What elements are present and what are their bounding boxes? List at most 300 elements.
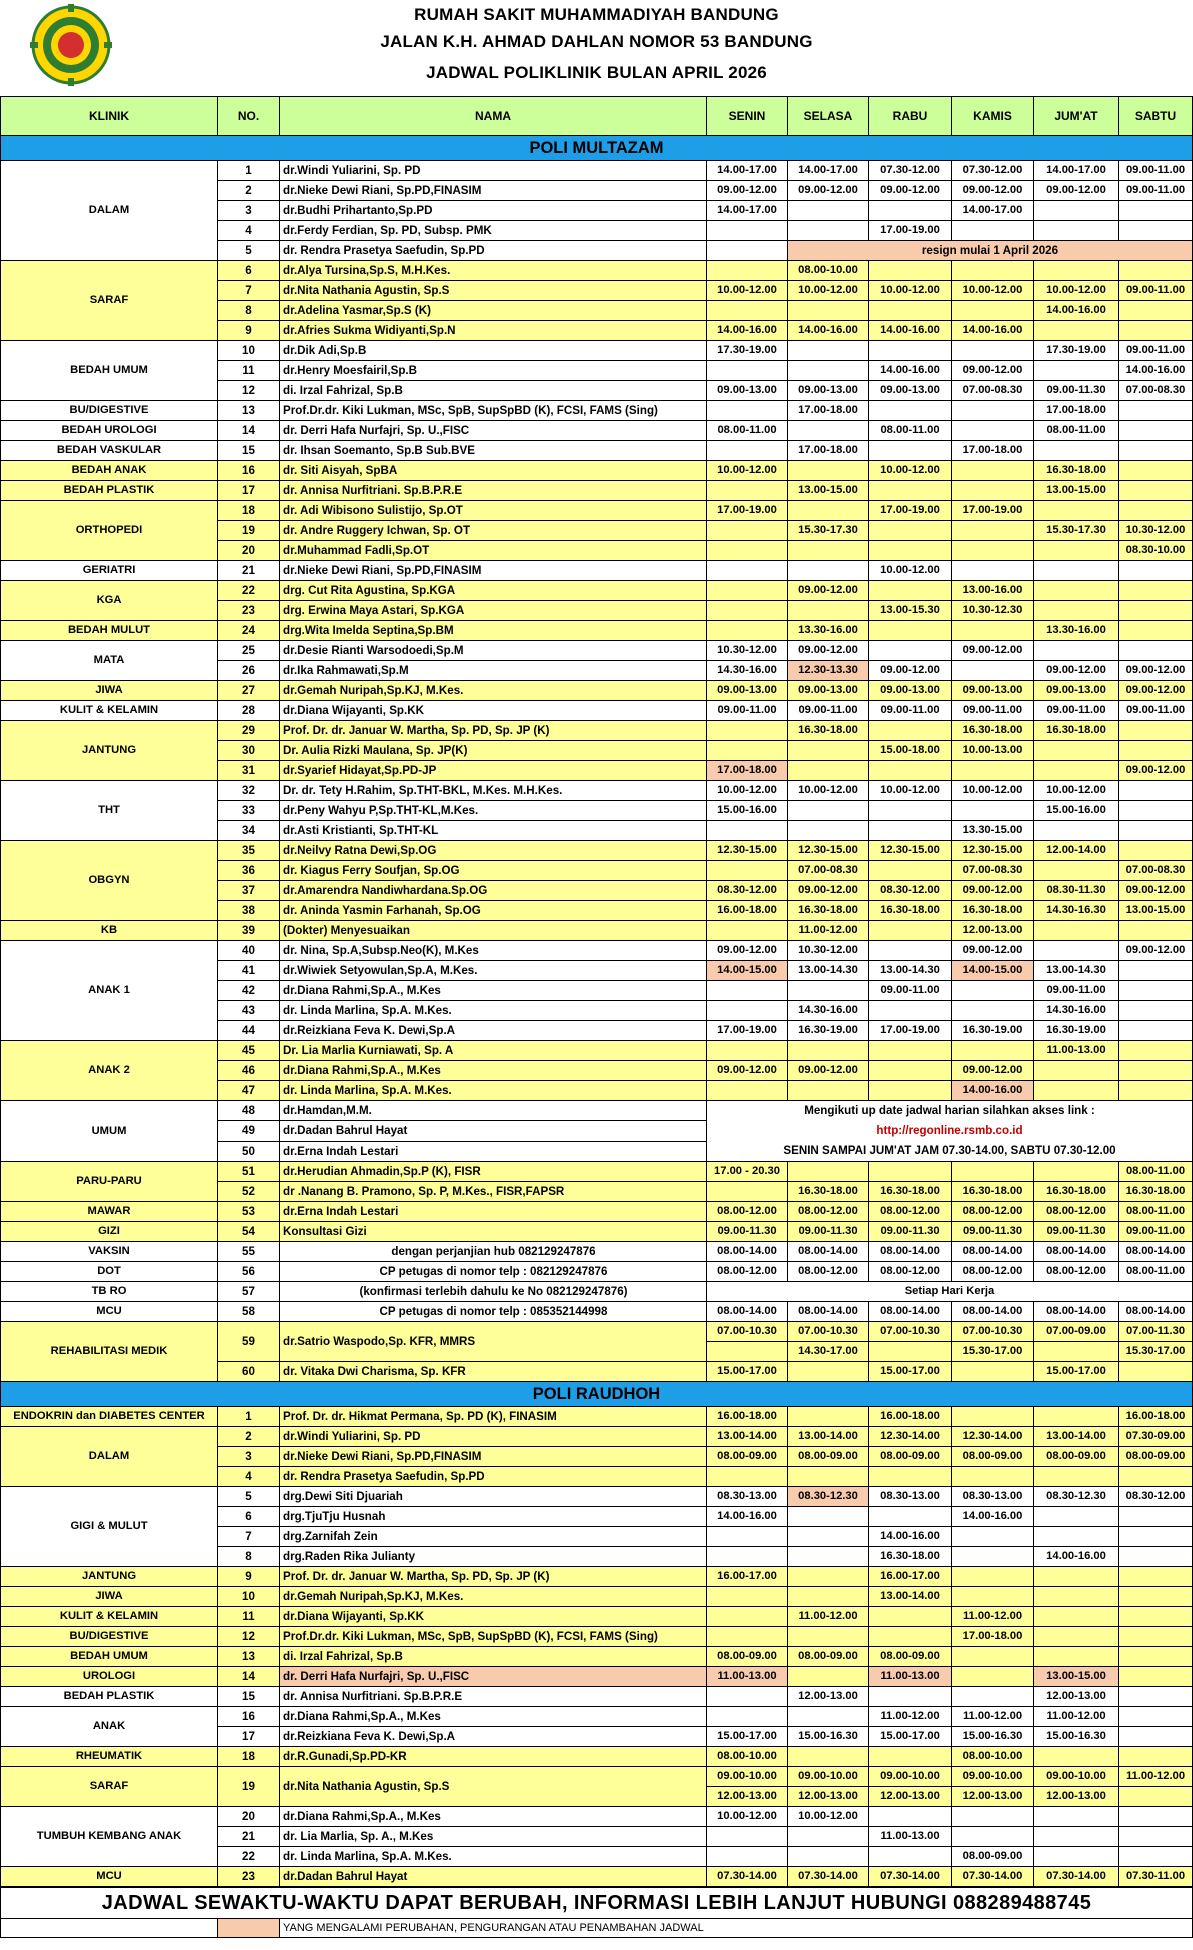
row-number: 21 [218, 1827, 280, 1847]
time-slot [707, 221, 788, 241]
column-header: SELASA [788, 97, 869, 136]
row-number: 3 [218, 201, 280, 221]
klinik-cell: KGA [1, 581, 218, 621]
time-slot: 14.00-17.00 [1034, 161, 1119, 181]
klinik-cell: ANAK [1, 1707, 218, 1747]
doctor-name: dr.Diana Rahmi,Sp.A., M.Kes [280, 1807, 707, 1827]
time-slot [707, 621, 788, 641]
time-slot [707, 1827, 788, 1847]
row-number: 29 [218, 721, 280, 741]
time-slot: 16.30-18.00 [952, 901, 1034, 921]
time-slot: 14.00-16.00 [707, 1507, 788, 1527]
time-slot: 08.00-12.00 [1034, 1202, 1119, 1222]
row-number: 10 [218, 1587, 280, 1607]
time-slot: 08.00-11.00 [707, 421, 788, 441]
time-slot: 09.00-12.00 [869, 661, 952, 681]
time-slot [1034, 1162, 1119, 1182]
doctor-name: dr.Diana Wijayanti, Sp.KK [280, 1607, 707, 1627]
time-slot: 09.00-12.00 [788, 1061, 869, 1081]
doctor-name: dr. Derri Hafa Nurfajri, Sp. U.,FISC [280, 421, 707, 441]
time-slot: 13.30-16.00 [1034, 621, 1119, 641]
doctor-row [1, 441, 1193, 461]
row-number: 16 [218, 461, 280, 481]
klinik-cell: DOT [1, 1262, 218, 1282]
time-slot: 11.00-13.00 [869, 1667, 952, 1687]
time-slot [869, 1847, 952, 1867]
time-slot: 11.00-12.00 [788, 1607, 869, 1627]
klinik-cell: DALAM [1, 1427, 218, 1487]
column-header: NAMA [280, 97, 707, 136]
doctor-name: dr.Erna Indah Lestari [280, 1141, 707, 1161]
time-slot: 08.30-12.00 [869, 881, 952, 901]
time-slot: 16.30-18.00 [788, 721, 869, 741]
time-slot: 07.00-08.30 [788, 861, 869, 881]
klinik-cell: KULIT & KELAMIN [1, 1607, 218, 1627]
klinik-cell: JIWA [1, 681, 218, 701]
time-slot: 08.00-14.00 [788, 1302, 869, 1322]
row-number: 8 [218, 1547, 280, 1567]
doctor-row [1, 721, 1193, 741]
time-slot: 17.00-19.00 [707, 1021, 788, 1041]
time-slot [788, 1627, 869, 1647]
time-slot: 12.00-13.00 [869, 1787, 952, 1807]
time-slot: 09.00-12.00 [1119, 681, 1193, 701]
time-slot [1034, 1527, 1119, 1547]
klinik-cell: ENDOKRIN dan DIABETES CENTER [1, 1407, 218, 1427]
time-slot [707, 1182, 788, 1202]
row-number: 1 [218, 1407, 280, 1427]
doctor-name: dr.Nieke Dewi Riani, Sp.PD,FINASIM [280, 561, 707, 581]
row-number: 19 [218, 1767, 280, 1807]
doctor-row [1, 1427, 1193, 1447]
time-slot [1119, 1567, 1193, 1587]
doctor-row [1, 341, 1193, 361]
time-slot [869, 261, 952, 281]
time-slot [707, 1342, 788, 1362]
doctor-name: dr.Alya Tursina,Sp.S, M.H.Kes. [280, 261, 707, 281]
row-number: 26 [218, 661, 280, 681]
time-slot [707, 741, 788, 761]
time-slot [952, 1827, 1034, 1847]
time-slot: 09.00-11.00 [1034, 981, 1119, 1001]
time-slot [788, 501, 869, 521]
time-slot: 08.00-14.00 [1034, 1302, 1119, 1322]
time-slot [707, 521, 788, 541]
time-slot: 08.30-11.30 [1034, 881, 1119, 901]
time-slot [869, 761, 952, 781]
doctor-row [1, 1687, 1193, 1707]
doctor-name: dr. Ihsan Soemanto, Sp.B Sub.BVE [280, 441, 707, 461]
time-slot: 12.30-15.00 [788, 841, 869, 861]
doctor-name: dr.Adelina Yasmar,Sp.S (K) [280, 301, 707, 321]
time-slot: 08.00-14.00 [869, 1302, 952, 1322]
klinik-cell: DALAM [1, 161, 218, 261]
klinik-cell: MCU [1, 1867, 218, 1888]
legend-text: YANG MENGALAMI PERUBAHAN, PENGURANGAN ATAU PENAMBAHAN JADWAL [280, 1919, 1193, 1938]
time-slot: 09.00-12.00 [1119, 881, 1193, 901]
klinik-cell: KB [1, 921, 218, 941]
time-slot: 09.00-10.00 [788, 1767, 869, 1787]
time-slot [1034, 261, 1119, 281]
time-slot [707, 861, 788, 881]
schedule-title: JADWAL POLIKLINIK BULAN APRIL 2026 [426, 63, 767, 82]
klinik-cell: BEDAH UROLOGI [1, 421, 218, 441]
doctor-name: Dr. Aulia Rizki Maulana, Sp. JP(K) [280, 741, 707, 761]
doctor-row [1, 1627, 1193, 1647]
column-header-row [1, 97, 1193, 136]
time-slot [707, 401, 788, 421]
doctor-name: dr.Herudian Ahmadin,Sp.P (K), FISR [280, 1162, 707, 1182]
time-slot: 15.00-16.00 [1034, 801, 1119, 821]
time-slot: 08.00-14.00 [952, 1302, 1034, 1322]
time-slot [952, 1667, 1034, 1687]
row-number: 7 [218, 281, 280, 301]
time-slot: 13.00-15.00 [788, 481, 869, 501]
time-slot [869, 1342, 952, 1362]
time-slot: 09.00-10.00 [952, 1767, 1034, 1787]
doctor-name: dr. Nina, Sp.A,Subsp.Neo(K), M.Kes [280, 941, 707, 961]
time-slot: 17.00-19.00 [707, 501, 788, 521]
row-number: 19 [218, 521, 280, 541]
time-slot [952, 1162, 1034, 1182]
time-slot: 12.00-13.00 [788, 1787, 869, 1807]
time-slot: 15.00-17.00 [869, 1362, 952, 1382]
time-slot [788, 1587, 869, 1607]
time-slot [1119, 921, 1193, 941]
time-slot: 11.00-12.00 [952, 1607, 1034, 1627]
time-slot [952, 1647, 1034, 1667]
time-slot: 09.00-11.00 [1119, 701, 1193, 721]
legend-blank [1, 1919, 218, 1938]
time-slot: 09.00-12.00 [707, 941, 788, 961]
time-slot: 08.00-12.00 [788, 1202, 869, 1222]
time-slot [952, 1362, 1034, 1382]
time-slot: 16.30-18.00 [869, 1547, 952, 1567]
time-slot [952, 401, 1034, 421]
time-slot [1034, 581, 1119, 601]
footer-text: JADWAL SEWAKTU-WAKTU DAPAT BERUBAH, INFORMASI LEBIH LANJUT HUBUNGI 088289488745 [1, 1887, 1193, 1919]
time-slot: 08.00-09.00 [788, 1447, 869, 1467]
time-slot: 10.00-12.00 [707, 281, 788, 301]
section-row [1, 1382, 1193, 1407]
doctor-name: dr.Gemah Nuripah,Sp.KJ, M.Kes. [280, 681, 707, 701]
time-slot: 07.30-09.00 [1119, 1427, 1193, 1447]
time-slot [869, 861, 952, 881]
time-slot [1119, 501, 1193, 521]
time-slot: 14.00-15.00 [952, 961, 1034, 981]
time-slot: 07.00-08.30 [952, 861, 1034, 881]
row-number: 41 [218, 961, 280, 981]
time-slot: 07.30-14.00 [869, 1867, 952, 1888]
time-slot: 07.30-14.00 [952, 1867, 1034, 1888]
time-slot [1034, 1507, 1119, 1527]
klinik-cell: GIZI [1, 1222, 218, 1242]
time-slot: 14.00-16.00 [952, 1081, 1034, 1101]
doctor-name: Prof.Dr.dr. Kiki Lukman, MSc, SpB, SupSpBD (K), FCSI, FAMS (Sing) [280, 401, 707, 421]
time-slot: 08.00-09.00 [952, 1447, 1034, 1467]
row-number: 32 [218, 781, 280, 801]
time-slot: 14.00-17.00 [707, 161, 788, 181]
time-slot: 10.00-12.00 [707, 1807, 788, 1827]
time-slot: 09.00-12.00 [707, 1061, 788, 1081]
time-slot [952, 1001, 1034, 1021]
time-slot: 08.00-14.00 [1034, 1242, 1119, 1262]
time-slot [707, 581, 788, 601]
time-slot [1119, 1001, 1193, 1021]
row-number: 49 [218, 1121, 280, 1141]
time-slot: 08.00-14.00 [707, 1302, 788, 1322]
time-slot [869, 521, 952, 541]
doctor-row [1, 421, 1193, 441]
time-slot [707, 481, 788, 501]
time-slot [788, 1527, 869, 1547]
row-number: 21 [218, 561, 280, 581]
time-slot: 09.00-13.00 [788, 681, 869, 701]
klinik-cell: BEDAH PLASTIK [1, 481, 218, 501]
time-slot: 08.00-11.00 [1119, 1202, 1193, 1222]
doctor-name: Prof.Dr.dr. Kiki Lukman, MSc, SpB, SupSpBD (K), FCSI, FAMS (Sing) [280, 1627, 707, 1647]
time-slot: 08.00-09.00 [707, 1647, 788, 1667]
doctor-name: dr.Amarendra Nandiwhardana.Sp.OG [280, 881, 707, 901]
row-number: 44 [218, 1021, 280, 1041]
time-slot [788, 541, 869, 561]
time-slot [869, 1627, 952, 1647]
time-slot: 08.00-14.00 [788, 1242, 869, 1262]
doctor-name: drg.TjuTju Husnah [280, 1507, 707, 1527]
legend-row [1, 1919, 1193, 1938]
doctor-row [1, 581, 1193, 601]
row-number: 16 [218, 1707, 280, 1727]
time-slot: 15.30-17.30 [1034, 521, 1119, 541]
time-slot [1034, 441, 1119, 461]
row-number: 17 [218, 481, 280, 501]
time-slot: 16.30-18.00 [1034, 1182, 1119, 1202]
schedule-table [0, 96, 1193, 1938]
row-number: 11 [218, 1607, 280, 1627]
doctor-name: dr. Lia Marlia, Sp. A., M.Kes [280, 1827, 707, 1847]
time-slot: 14.00-16.00 [869, 361, 952, 381]
doctor-name: dr. Kiagus Ferry Soufjan, Sp.OG [280, 861, 707, 881]
row-number: 23 [218, 601, 280, 621]
doctor-name: dr. Annisa Nurfitriani. Sp.B.P.R.E [280, 1687, 707, 1707]
klinik-cell: BU/DIGESTIVE [1, 401, 218, 421]
time-slot [952, 761, 1034, 781]
row-number: 54 [218, 1222, 280, 1242]
time-slot [788, 1547, 869, 1567]
doctor-row [1, 1222, 1193, 1242]
time-slot: 08.00-14.00 [707, 1242, 788, 1262]
time-slot: 14.30-16.30 [1034, 901, 1119, 921]
time-slot: 16.30-18.00 [788, 901, 869, 921]
time-slot [1119, 1687, 1193, 1707]
time-slot [707, 1081, 788, 1101]
time-slot: 08.00-09.00 [952, 1847, 1034, 1867]
time-slot [707, 1847, 788, 1867]
time-slot: 14.00-15.00 [707, 961, 788, 981]
doctor-row [1, 681, 1193, 701]
time-slot: 16.00-18.00 [1119, 1407, 1193, 1427]
time-slot: 07.30-14.00 [707, 1867, 788, 1888]
time-slot: 07.30-14.00 [1034, 1867, 1119, 1888]
time-slot: 09.00-12.00 [1034, 181, 1119, 201]
doctor-name: dr.Ika Rahmawati,Sp.M [280, 661, 707, 681]
time-slot: 12.00-13.00 [1034, 1687, 1119, 1707]
section-title: POLI MULTAZAM [1, 136, 1193, 161]
klinik-cell: ANAK 2 [1, 1041, 218, 1101]
time-slot: 10.00-12.00 [707, 461, 788, 481]
time-slot [1119, 221, 1193, 241]
time-slot [1119, 741, 1193, 761]
row-number: 18 [218, 1747, 280, 1767]
klinik-cell: BEDAH ANAK [1, 461, 218, 481]
time-slot: 08.30-13.00 [952, 1487, 1034, 1507]
time-slot [1119, 1362, 1193, 1382]
hospital-name: RUMAH SAKIT MUHAMMADIYAH BANDUNG [414, 5, 779, 24]
time-slot: 09.00-10.00 [869, 1767, 952, 1787]
doctor-row [1, 401, 1193, 421]
klinik-cell: REHABILITASI MEDIK [1, 1322, 218, 1382]
row-number: 35 [218, 841, 280, 861]
time-slot: 08.30-12.00 [1119, 1487, 1193, 1507]
time-slot [707, 1041, 788, 1061]
time-slot [869, 301, 952, 321]
time-slot: 11.00-12.00 [788, 921, 869, 941]
doctor-row [1, 1407, 1193, 1427]
time-slot: 09.00-13.00 [952, 681, 1034, 701]
time-slot [869, 341, 952, 361]
schedule-span: Setiap Hari Kerja [707, 1282, 1193, 1302]
time-slot: 13.00-14.00 [869, 1587, 952, 1607]
time-slot: 11.00-12.00 [952, 1707, 1034, 1727]
time-slot [707, 561, 788, 581]
time-slot [869, 1081, 952, 1101]
time-slot [869, 1807, 952, 1827]
column-header: KLINIK [1, 97, 218, 136]
time-slot: 09.00-13.00 [707, 681, 788, 701]
time-slot [1034, 1807, 1119, 1827]
time-slot [952, 341, 1034, 361]
time-slot: 09.00-11.00 [952, 701, 1034, 721]
row-number: 10 [218, 341, 280, 361]
time-slot: 12.00-13.00 [952, 921, 1034, 941]
time-slot [1034, 1342, 1119, 1362]
row-number: 42 [218, 981, 280, 1001]
doctor-row [1, 1162, 1193, 1182]
time-slot [1119, 1647, 1193, 1667]
time-slot: 10.00-12.00 [952, 281, 1034, 301]
regonline-link[interactable]: http://regonline.rsmb.co.id [876, 1124, 1023, 1137]
time-slot: 08.00-14.00 [952, 1242, 1034, 1262]
time-slot [788, 981, 869, 1001]
klinik-cell: THT [1, 781, 218, 841]
time-slot: 09.00-11.30 [788, 1222, 869, 1242]
time-slot: 16.00-17.00 [869, 1567, 952, 1587]
row-number: 28 [218, 701, 280, 721]
time-slot [1034, 1827, 1119, 1847]
time-slot [788, 1827, 869, 1847]
time-slot: 14.00-17.00 [952, 201, 1034, 221]
row-number: 14 [218, 1667, 280, 1687]
time-slot: 16.30-18.00 [869, 901, 952, 921]
time-slot [869, 541, 952, 561]
doctor-row [1, 1647, 1193, 1667]
time-slot [788, 1707, 869, 1727]
klinik-cell: VAKSIN [1, 1242, 218, 1262]
time-slot: 13.00-14.00 [1034, 1427, 1119, 1447]
time-slot [707, 1707, 788, 1727]
time-slot [1119, 1727, 1193, 1747]
row-number: 13 [218, 1647, 280, 1667]
time-slot: 09.00-11.00 [869, 981, 952, 1001]
doctor-row [1, 1807, 1193, 1827]
time-slot: 08.00-12.00 [869, 1262, 952, 1282]
time-slot: 08.00-10.00 [788, 261, 869, 281]
time-slot: 13.00-14.30 [788, 961, 869, 981]
doctor-name: dr.Diana Rahmi,Sp.A., M.Kes [280, 981, 707, 1001]
time-slot: 09.00-11.00 [1119, 281, 1193, 301]
row-number: 40 [218, 941, 280, 961]
time-slot [952, 1527, 1034, 1547]
time-slot [707, 1627, 788, 1647]
time-slot [1119, 1021, 1193, 1041]
time-slot [1119, 801, 1193, 821]
time-slot: 08.30-10.00 [1119, 541, 1193, 561]
time-slot: 16.30-18.00 [869, 1182, 952, 1202]
doctor-name: dr.Hamdan,M.M. [280, 1101, 707, 1121]
time-slot: 07.00-08.30 [1119, 381, 1193, 401]
resign-note: resign mulai 1 April 2026 [788, 241, 1193, 261]
time-slot: 10.00-12.00 [788, 781, 869, 801]
time-slot: 08.00-10.00 [952, 1747, 1034, 1767]
time-slot: 08.00-09.00 [869, 1447, 952, 1467]
time-slot [869, 401, 952, 421]
umum-note [707, 1101, 1193, 1162]
doctor-row [1, 1767, 1193, 1787]
time-slot: 10.30-12.00 [707, 641, 788, 661]
time-slot [1119, 781, 1193, 801]
row-number: 14 [218, 421, 280, 441]
time-slot: 10.00-12.00 [788, 281, 869, 301]
time-slot: 09.00-12.00 [952, 1061, 1034, 1081]
time-slot: 17.00-18.00 [788, 441, 869, 461]
doctor-name: Dr. dr. Tety H.Rahim, Sp.THT-BKL, M.Kes. M.H.Kes. [280, 781, 707, 801]
time-slot [869, 1001, 952, 1021]
time-slot: 08.00-11.00 [1034, 421, 1119, 441]
time-slot [1034, 1061, 1119, 1081]
time-slot [1034, 501, 1119, 521]
doctor-row [1, 261, 1193, 281]
time-slot [1034, 1647, 1119, 1667]
klinik-cell: BEDAH UMUM [1, 341, 218, 401]
time-slot [952, 541, 1034, 561]
time-slot: 09.00-11.30 [707, 1222, 788, 1242]
time-slot: 09.00-13.00 [869, 381, 952, 401]
time-slot: 09.00-11.00 [707, 701, 788, 721]
time-slot: 09.00-11.00 [1034, 701, 1119, 721]
time-slot [707, 981, 788, 1001]
doctor-name: dr.Dik Adi,Sp.B [280, 341, 707, 361]
time-slot: 08.00-12.00 [707, 1202, 788, 1222]
row-number: 47 [218, 1081, 280, 1101]
time-slot: 10.00-12.00 [1034, 281, 1119, 301]
doctor-name: dr.Asti Kristianti, Sp.THT-KL [280, 821, 707, 841]
column-header: RABU [869, 97, 952, 136]
doctor-name: dr.Reizkiana Feva K. Dewi,Sp.A [280, 1727, 707, 1747]
time-slot [1034, 1607, 1119, 1627]
time-slot [788, 601, 869, 621]
time-slot [952, 461, 1034, 481]
time-slot: 14.00-16.00 [952, 321, 1034, 341]
